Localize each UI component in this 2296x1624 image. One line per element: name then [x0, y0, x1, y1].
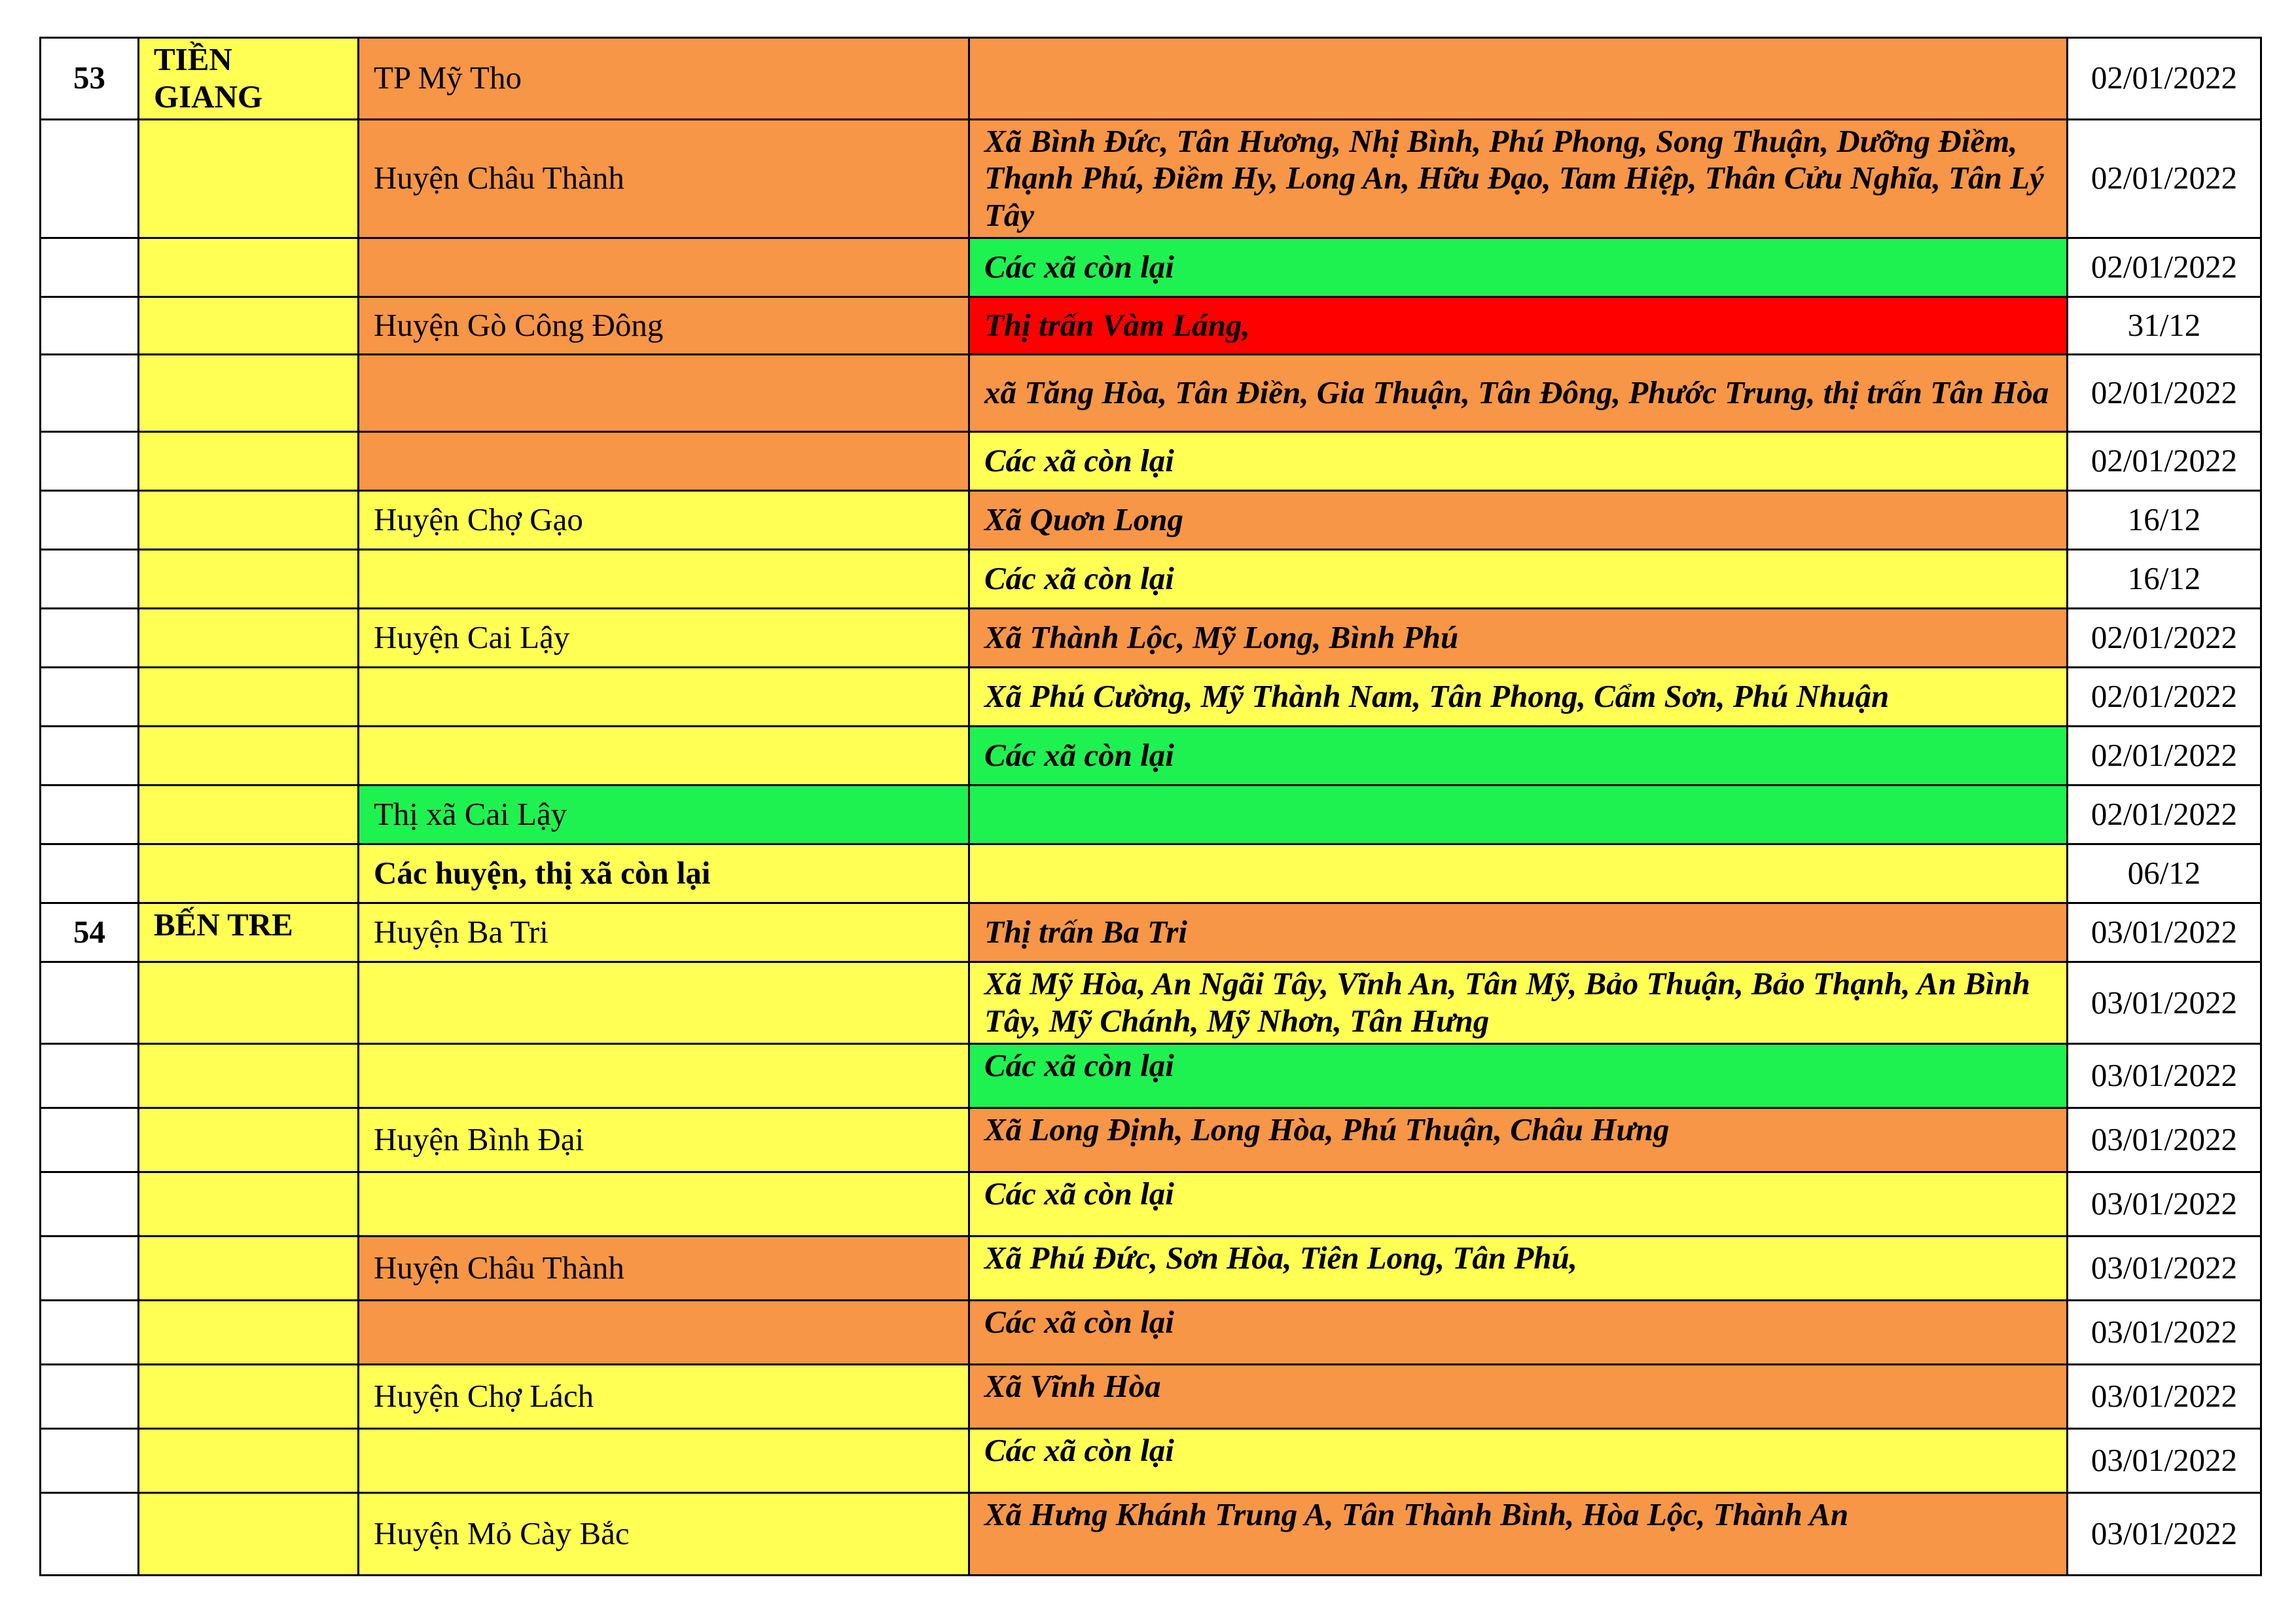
date-cell: 03/01/2022 [2068, 962, 2261, 1044]
province-name [139, 119, 359, 238]
date-cell: 02/01/2022 [2068, 432, 2261, 491]
province-name [139, 1043, 359, 1108]
table-row [41, 1364, 2261, 1428]
row-number [41, 1364, 139, 1428]
date-cell: 02/01/2022 [2068, 668, 2261, 727]
table-row [41, 1172, 2261, 1236]
province-name [139, 297, 359, 355]
ward-list: Thị trấn Ba Tri [969, 903, 2068, 962]
row-number [41, 1428, 139, 1492]
province-name [139, 491, 359, 550]
ward-list: Các xã còn lại [969, 238, 2068, 297]
province-name [139, 1492, 359, 1575]
table-row [41, 609, 2261, 668]
row-number [41, 297, 139, 355]
district-name [359, 355, 969, 432]
province-name [139, 727, 359, 785]
row-number [41, 727, 139, 785]
table-row [41, 297, 2261, 355]
date-cell: 16/12 [2068, 550, 2261, 609]
province-name: TIỀN GIANG [139, 38, 359, 120]
ward-list: Xã Quơn Long [969, 491, 2068, 550]
row-number [41, 1236, 139, 1300]
district-name [359, 962, 969, 1044]
ward-list: Xã Thành Lộc, Mỹ Long, Bình Phú [969, 609, 2068, 668]
district-name [359, 1300, 969, 1364]
table-row [41, 1428, 2261, 1492]
table-row [41, 432, 2261, 491]
ward-list [969, 844, 2068, 903]
district-name: Huyện Bình Đại [359, 1108, 969, 1172]
ward-list: Các xã còn lại [969, 1043, 2068, 1108]
province-name [139, 785, 359, 844]
province-name: BẾN TRE [139, 903, 359, 962]
district-name [359, 550, 969, 609]
row-number [41, 668, 139, 727]
district-name [359, 238, 969, 297]
date-cell: 03/01/2022 [2068, 903, 2261, 962]
ward-list: Các xã còn lại [969, 727, 2068, 785]
row-number [41, 609, 139, 668]
covid-zone-table [39, 37, 2262, 1576]
district-name: Huyện Chợ Gạo [359, 491, 969, 550]
date-cell: 31/12 [2068, 297, 2261, 355]
province-name [139, 844, 359, 903]
date-cell: 02/01/2022 [2068, 727, 2261, 785]
row-number [41, 1108, 139, 1172]
row-number [41, 355, 139, 432]
date-cell: 03/01/2022 [2068, 1236, 2261, 1300]
date-cell: 02/01/2022 [2068, 38, 2261, 120]
date-cell: 03/01/2022 [2068, 1108, 2261, 1172]
district-name: Huyện Ba Tri [359, 903, 969, 962]
row-number [41, 1043, 139, 1108]
table-row [41, 1108, 2261, 1172]
row-number [41, 785, 139, 844]
ward-list [969, 785, 2068, 844]
table-body [41, 38, 2261, 1576]
ward-list: Xã Hưng Khánh Trung A, Tân Thành Bình, Hòa Lộc, Thành An [969, 1492, 2068, 1575]
district-name: Huyện Cai Lậy [359, 609, 969, 668]
ward-list: xã Tăng Hòa, Tân Điền, Gia Thuận, Tân Đông, Phước Trung, thị trấn Tân Hòa [969, 355, 2068, 432]
province-name [139, 1428, 359, 1492]
district-name [359, 1428, 969, 1492]
district-name: TP Mỹ Tho [359, 38, 969, 120]
ward-list: Các xã còn lại [969, 1428, 2068, 1492]
district-name [359, 1043, 969, 1108]
table-row [41, 727, 2261, 785]
table-row [41, 962, 2261, 1044]
date-cell: 06/12 [2068, 844, 2261, 903]
row-number [41, 962, 139, 1044]
date-cell: 03/01/2022 [2068, 1043, 2261, 1108]
ward-list: Các xã còn lại [969, 432, 2068, 491]
table-row [41, 119, 2261, 238]
row-number [41, 550, 139, 609]
ward-list: Các xã còn lại [969, 550, 2068, 609]
row-number: 54 [41, 903, 139, 962]
province-name [139, 238, 359, 297]
district-name: Các huyện, thị xã còn lại [359, 844, 969, 903]
province-name [139, 609, 359, 668]
district-name: Huyện Chợ Lách [359, 1364, 969, 1428]
province-name [139, 962, 359, 1044]
table-row [41, 1492, 2261, 1575]
date-cell: 03/01/2022 [2068, 1428, 2261, 1492]
province-name [139, 1364, 359, 1428]
date-cell: 02/01/2022 [2068, 785, 2261, 844]
table-row [41, 1236, 2261, 1300]
table-row [41, 491, 2261, 550]
row-number: 53 [41, 38, 139, 120]
table-row [41, 355, 2261, 432]
district-name: Huyện Châu Thành [359, 119, 969, 238]
date-cell: 02/01/2022 [2068, 609, 2261, 668]
row-number [41, 1492, 139, 1575]
table-row [41, 1300, 2261, 1364]
province-name [139, 1236, 359, 1300]
date-cell: 02/01/2022 [2068, 355, 2261, 432]
row-number [41, 844, 139, 903]
ward-list: Xã Mỹ Hòa, An Ngãi Tây, Vĩnh An, Tân Mỹ, Bảo Thuận, Bảo Thạnh, An Bình Tây, Mỹ Chánh, Mỹ Nhơn, Tân Hưng [969, 962, 2068, 1044]
ward-list [969, 38, 2068, 120]
ward-list: Xã Phú Đức, Sơn Hòa, Tiên Long, Tân Phú, [969, 1236, 2068, 1300]
ward-list: Các xã còn lại [969, 1300, 2068, 1364]
ward-list: Các xã còn lại [969, 1172, 2068, 1236]
table-row [41, 550, 2261, 609]
table-row [41, 844, 2261, 903]
ward-list: Xã Long Định, Long Hòa, Phú Thuận, Châu Hưng [969, 1108, 2068, 1172]
province-name [139, 432, 359, 491]
table-row [41, 903, 2261, 962]
row-number [41, 491, 139, 550]
table-row [41, 668, 2261, 727]
province-name [139, 355, 359, 432]
district-name: Thị xã Cai Lậy [359, 785, 969, 844]
district-name: Huyện Mỏ Cày Bắc [359, 1492, 969, 1575]
province-name [139, 550, 359, 609]
table-row [41, 38, 2261, 120]
date-cell: 03/01/2022 [2068, 1492, 2261, 1575]
row-number [41, 1300, 139, 1364]
district-name [359, 668, 969, 727]
ward-list: Xã Phú Cường, Mỹ Thành Nam, Tân Phong, Cẩm Sơn, Phú Nhuận [969, 668, 2068, 727]
district-name [359, 432, 969, 491]
district-name: Huyện Gò Công Đông [359, 297, 969, 355]
date-cell: 02/01/2022 [2068, 119, 2261, 238]
province-name [139, 1172, 359, 1236]
row-number [41, 238, 139, 297]
ward-list: Xã Bình Đức, Tân Hương, Nhị Bình, Phú Phong, Song Thuận, Dưỡng Điềm, Thạnh Phú, Điềm Hy, Long An, Hữu Đạo, Tam Hiệp, Thân Cửu Nghĩa, Tân Lý Tây [969, 119, 2068, 238]
district-name [359, 1172, 969, 1236]
date-cell: 02/01/2022 [2068, 238, 2261, 297]
district-name [359, 727, 969, 785]
ward-list: Thị trấn Vàm Láng, [969, 297, 2068, 355]
date-cell: 03/01/2022 [2068, 1364, 2261, 1428]
row-number [41, 432, 139, 491]
row-number [41, 1172, 139, 1236]
ward-list: Xã Vĩnh Hòa [969, 1364, 2068, 1428]
date-cell: 03/01/2022 [2068, 1300, 2261, 1364]
province-name [139, 668, 359, 727]
table-row [41, 238, 2261, 297]
table-row [41, 785, 2261, 844]
row-number [41, 119, 139, 238]
province-name [139, 1300, 359, 1364]
date-cell: 16/12 [2068, 491, 2261, 550]
table-row [41, 1043, 2261, 1108]
district-name: Huyện Châu Thành [359, 1236, 969, 1300]
date-cell: 03/01/2022 [2068, 1172, 2261, 1236]
province-name [139, 1108, 359, 1172]
